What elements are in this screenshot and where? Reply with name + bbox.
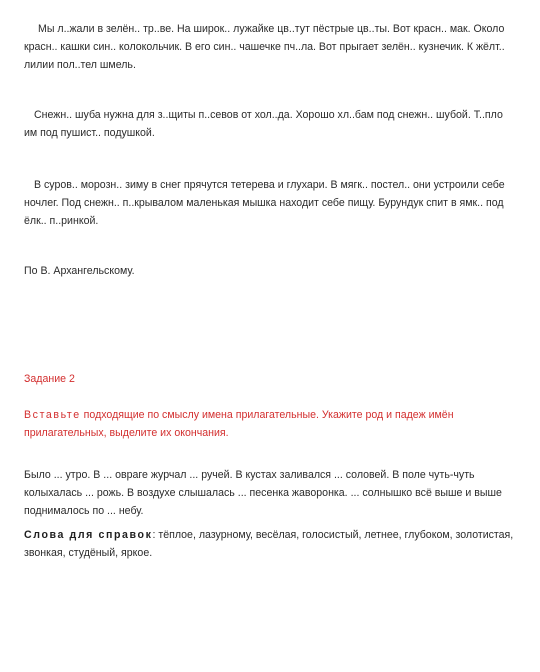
exercise-paragraph-1: Мы л..жали в зелён.. тр..ве. На широк.. лужайке цв..тут пёстрые цв..ты. Вот красн.. мак. Около красн.. кашки син.. колокольчик. В его син.. чашечке пч..ла. Вот прыгает зелён.. кузнечик. К жёлт.. лилии пол..тел шмель.: [24, 23, 505, 71]
exercise-paragraph-3: В суров.. морозн.. зиму в снег прячутся тетерева и глухари. В мягк.. постел.. они устроили себе ночлег. Под снежн.. п..крывалом маленькая мышка находит себе пищу. Бурундук спит в ямк.. под ёлк.. п..ринкой.: [24, 179, 505, 227]
task-2-instruction: [24, 406, 518, 442]
reference-words: [24, 526, 518, 562]
exercise-paragraph-2: Снежн.. шуба нужна для з..щиты п..севов от хол..да. Хорошо хл..бам под снежн.. шубой. Т..пло им под пушист.. подушкой.: [24, 109, 503, 139]
instruction-verb: Вставьте: [24, 408, 81, 421]
reference-words-list: : тёплое, лазурному, весёлая, голосистый, летнее, глубоком, золотистая, звонкая, студёный, яркое.: [24, 529, 514, 559]
author-attribution: По В. Архангельскому.: [24, 265, 135, 277]
task-2-title: Задание 2: [24, 373, 75, 385]
task-2-text: Было ... утро. В ... овраге журчал ... ручей. В кустах заливался ... соловей. В поле чуть-чуть колыхалась ... рожь. В воздухе слышалась ... песенка жаворонка. ... солнышко всё выше и выше поднималось по ... небу.: [24, 469, 502, 517]
instruction-rest: подходящие по смыслу имена прилагательные. Укажите род и падеж имён прилагательных, выделите их окончания.: [24, 408, 454, 439]
reference-words-label: Слова для справок: [24, 529, 153, 541]
